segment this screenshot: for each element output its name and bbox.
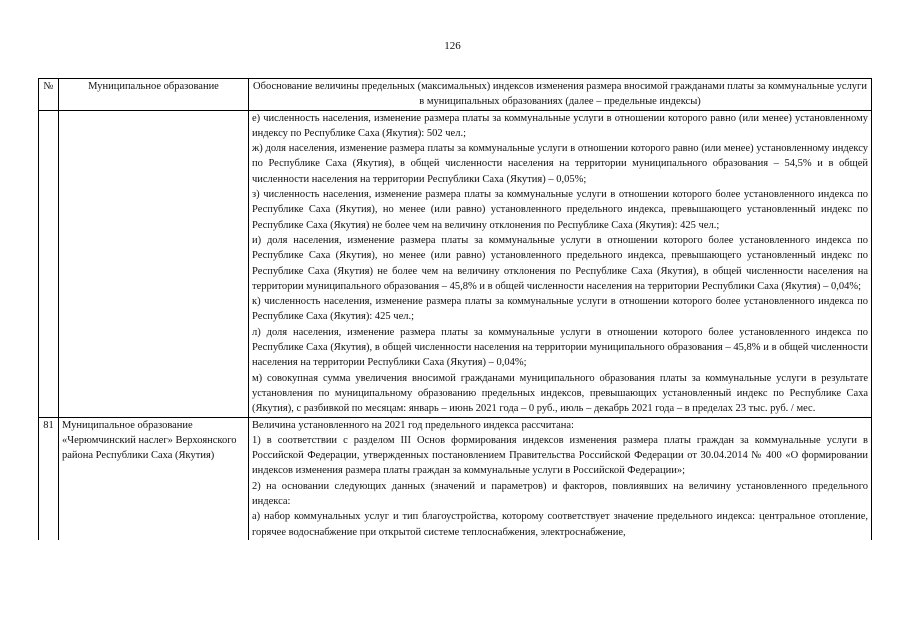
paragraph-a: а) набор коммунальных услуг и тип благоустройства, которому соответствует значение предельного индекса: центральное отопление, горячее водоснабжение при открытой системе теплоснабжения, электроснабжение, [252, 511, 868, 538]
intro-paragraph: Величина установленного на 2021 год предельного индекса рассчитана: [252, 419, 574, 431]
table-row-continuation [39, 110, 872, 417]
paragraph-k: к) численность населения, изменение размера платы за коммунальные услуги в отношении которого более установленного индекса по Республике Саха (Якутия): 425 чел.; [252, 296, 868, 323]
paragraph-e: е) численность населения, изменение размера платы за коммунальные услуги в отношении которого равно (или менее) установленному индексу по Республике Саха (Якутия): 502 чел.; [252, 112, 868, 139]
justification-table [38, 78, 872, 540]
continuation-number-cell [39, 110, 59, 417]
page-number: 126 [444, 40, 461, 52]
paragraph-m: м) совокупная сумма увеличения вносимой гражданами муниципального образования платы за коммунальные услуги в результате установления по муниципальному образованию предельных индексов, превышающих установленный индекс по Республике Саха (Якутия), с разбивкой по месяцам: январь – июнь 2021 года – 0 руб., июль – декабрь 2021 года – в пределах 23 тыс. руб. / мес. [252, 372, 868, 415]
paragraph-z: з) численность населения, изменение размера платы за коммунальные услуги в отношении которого более установленного индекса по Республике Саха (Якутия), но менее (или равно) установленного предельного индекса, превышающего установленный индекс по Республике Саха (Якутия) не более чем на величину отклонения по Республике Саха (Якутия): 425 чел.; [252, 189, 868, 231]
paragraph-i: и) доля населения, изменение размера платы за коммунальные услуги в отношении которого более установленного индекса по Республике Саха (Якутия), но менее (или равно) установленного предельного индекса, превышающего установленный индекс по Республике Саха (Якутия) не более чем на величину отклонения по Республике Саха (Якутия), в общей численности населения на территории муниципального образования – 45,8% и в общей численности населения на территории Республики Саха (Якутия) – 0,04%; [252, 234, 868, 292]
row-number: 81 [39, 417, 59, 540]
table-header-row [39, 79, 872, 111]
continuation-text-cell [249, 110, 872, 417]
continuation-municipality-cell [59, 110, 249, 417]
row-81-text-cell [249, 417, 872, 540]
table-row-81 [39, 417, 872, 540]
municipality-name: Муниципальное образование «Черюмчинский наслег» Верхоянского района Республики Саха (Якутия) [59, 417, 249, 540]
paragraph-l: л) доля населения, изменение размера платы за коммунальные услуги в отношении которого более установленного индекса по Республике Саха (Якутия), в общей численности населения на территории муниципального образования – 45,8% и в общей численности населения на территории Республики Саха (Якутия) – 0,04%; [252, 326, 868, 369]
paragraph-zh: ж) доля населения, изменение размера платы за коммунальные услуги в отношении которого равно (или менее) установленному индексу по Республике Саха (Якутия), в общей численности населения на территории муниципального образования – 54,5% и в общей численности населения на территории Республики Саха (Якутия) – 0,05%; [252, 143, 868, 185]
header-number: № [39, 79, 59, 111]
header-municipality: Муниципальное образование [59, 79, 249, 111]
header-justification: Обоснование величины предельных (максимальных) индексов изменения размера вносимой гражданами платы за коммунальные услуги в муниципальных образованиях (далее – предельные индексы) [249, 79, 872, 111]
paragraph-2: 2) на основании следующих данных (значений и параметров) и факторов, повлиявших на величину установленного предельного индекса: [252, 480, 868, 508]
paragraph-1: 1) в соответствии с разделом III Основ формирования индексов изменения размера платы граждан за коммунальные услуги в Российской Федерации, утвержденных постановлением Правительства Российской Федерации от 30.04.2014 № 400 «О формировании индексов изменения размера платы граждан за коммунальные услуги в Российской Федерации»; [252, 434, 868, 477]
